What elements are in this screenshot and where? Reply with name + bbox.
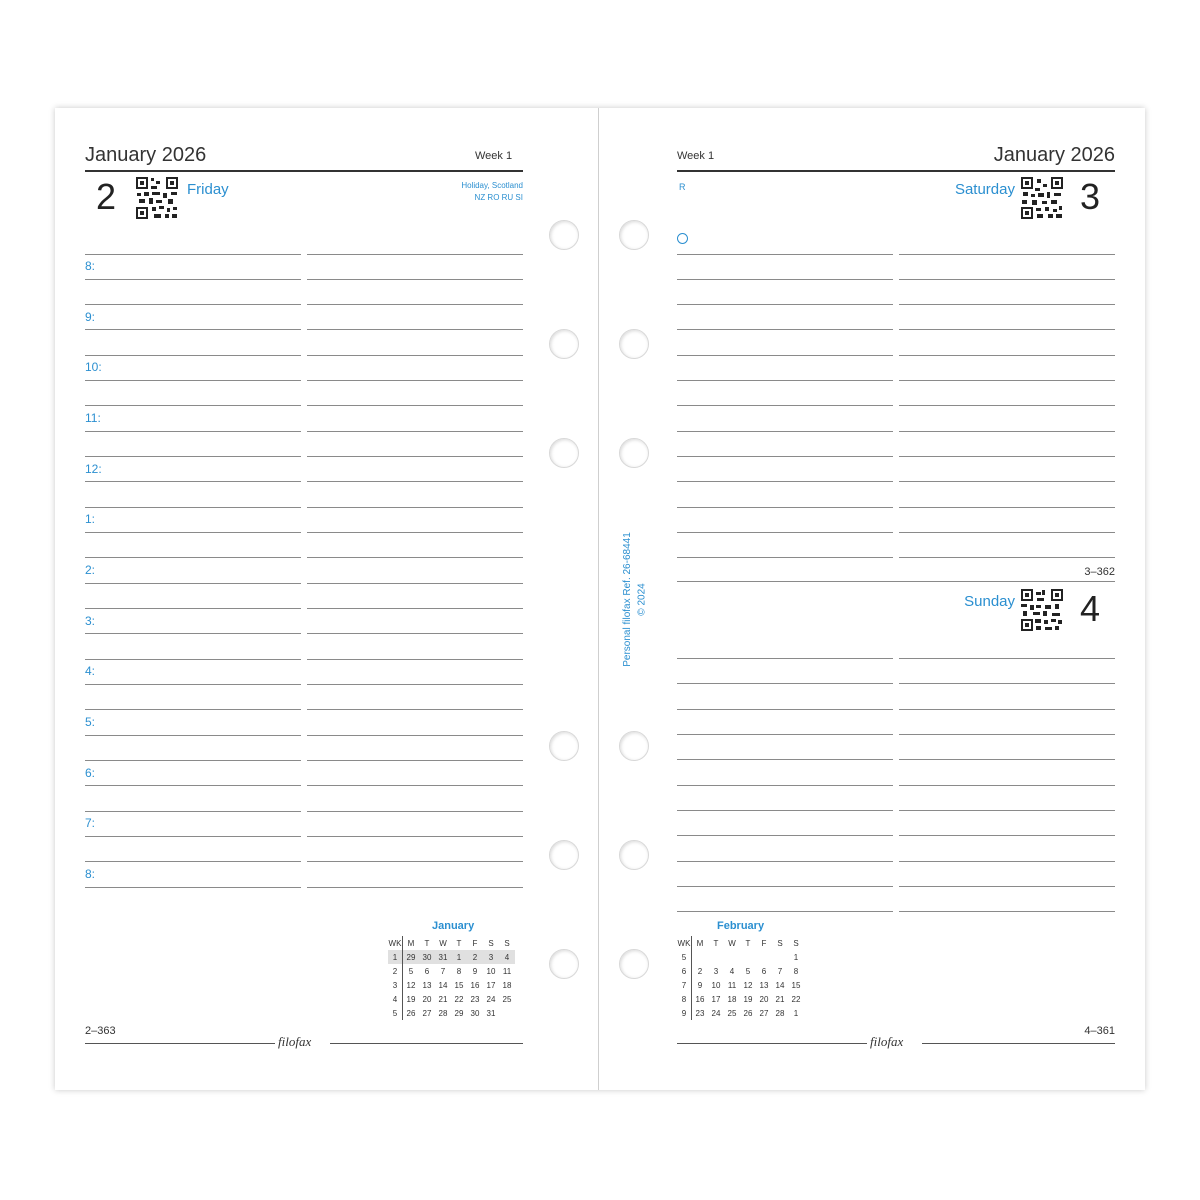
left-footer-rule-b (330, 1043, 523, 1044)
calendar-day: 30 (470, 1008, 480, 1018)
ruled-line (85, 304, 301, 305)
holiday-note: Holiday, Scotland (461, 181, 523, 190)
calendar-day: 29 (403, 950, 420, 964)
ruled-line (899, 405, 1115, 406)
calendar-day: 1 (793, 952, 799, 962)
ruled-line (677, 507, 893, 508)
calendar-header: F (472, 938, 478, 948)
calendar-header: S (777, 938, 783, 948)
ruled-line (307, 405, 523, 406)
ruled-line (85, 861, 301, 862)
ruled-line (307, 608, 523, 609)
punch-hole (619, 329, 649, 359)
calendar-header: T (745, 938, 751, 948)
calendar-day (772, 950, 788, 964)
calendar-day: 4 (499, 950, 515, 964)
calendar-header: M (696, 938, 704, 948)
hour-label: 2: (85, 563, 96, 578)
punch-hole (549, 329, 579, 359)
ruled-line (899, 456, 1115, 457)
calendar-day: 9 (472, 966, 478, 976)
ruled-line (899, 886, 1115, 887)
january-mini-calendar (388, 936, 515, 1020)
ruled-line (307, 329, 523, 330)
right-footer-rule-a (677, 1043, 867, 1044)
punch-hole (549, 840, 579, 870)
calendar-day: 24 (711, 1008, 721, 1018)
calendar-week-number: 8 (677, 992, 692, 1006)
sunday-day-name: Sunday (964, 593, 1015, 610)
hour-label: 12: (85, 461, 102, 476)
ruled-line (899, 734, 1115, 735)
right-page-code: 4–361 (1084, 1025, 1115, 1037)
calendar-week-number: 2 (388, 964, 403, 978)
left-page-code: 2–363 (85, 1025, 116, 1037)
calendar-day: 22 (454, 994, 464, 1004)
punch-hole (549, 438, 579, 468)
ruled-line (677, 329, 893, 330)
ruled-line (307, 254, 523, 255)
sunday-qr-code-icon (1020, 588, 1064, 632)
calendar-day (708, 950, 724, 964)
calendar-day: 19 (406, 994, 416, 1004)
calendar-header: WK (677, 936, 692, 950)
calendar-day: 17 (711, 994, 721, 1004)
calendar-day: 8 (456, 966, 462, 976)
ruled-line (307, 659, 523, 660)
ruled-line (677, 810, 893, 811)
ruled-line (899, 658, 1115, 659)
calendar-header: S (504, 938, 510, 948)
ruled-line (85, 785, 301, 786)
ruled-line (85, 735, 301, 736)
punch-hole (619, 840, 649, 870)
ruled-line (677, 658, 893, 659)
ruled-line (307, 684, 523, 685)
ruled-line (307, 709, 523, 710)
ruled-line (899, 557, 1115, 558)
calendar-day: 2 (467, 950, 483, 964)
sunday-day-number: 4 (1080, 588, 1101, 629)
calendar-day: 25 (727, 1008, 737, 1018)
hour-label: 8: (85, 259, 96, 273)
calendar-day: 15 (454, 980, 464, 990)
punch-hole (619, 438, 649, 468)
punch-hole (619, 949, 649, 979)
ruled-line (307, 456, 523, 457)
ruled-line (307, 557, 523, 558)
ruled-line (307, 785, 523, 786)
ruled-line (899, 431, 1115, 432)
calendar-day: 29 (454, 1008, 464, 1018)
ruled-line (85, 507, 301, 508)
ruled-line (85, 811, 301, 812)
holiday-countries: NZ RO RU SI (474, 193, 523, 202)
ruled-line (899, 507, 1115, 508)
calendar-day: 16 (695, 994, 705, 1004)
calendar-week-number: 7 (677, 978, 692, 992)
calendar-day: 31 (486, 1008, 496, 1018)
ruled-line (307, 279, 523, 280)
saturday-day-name: Saturday (954, 181, 1015, 198)
ruled-line (677, 405, 893, 406)
calendar-day: 3 (713, 966, 719, 976)
ruled-line (307, 887, 523, 888)
calendar-day: 12 (406, 980, 416, 990)
ruled-line (899, 279, 1115, 280)
calendar-day: 26 (406, 1008, 416, 1018)
ruled-line (85, 380, 301, 381)
ruled-line (899, 355, 1115, 356)
calendar-day (499, 1006, 515, 1020)
calendar-week-number: 5 (388, 1006, 403, 1020)
calendar-day: 16 (470, 980, 480, 990)
calendar-day (724, 950, 740, 964)
calendar-header: S (488, 938, 494, 948)
ruled-line (307, 304, 523, 305)
page-fold (598, 108, 599, 1090)
calendar-header: T (424, 938, 430, 948)
left-header-rule (85, 170, 523, 172)
calendar-day: 23 (695, 1008, 705, 1018)
calendar-week-number: 4 (388, 992, 403, 1006)
ruled-line (85, 431, 301, 432)
spine-copyright: © 2024 (636, 583, 648, 616)
hour-label: 10: (85, 360, 102, 375)
calendar-day: 28 (438, 1008, 448, 1018)
ruled-line (85, 709, 301, 710)
calendar-day: 11 (502, 966, 512, 976)
ruled-line (899, 911, 1115, 912)
calendar-header: T (713, 938, 719, 948)
ruled-line (677, 835, 893, 836)
friday-day-name: Friday (187, 181, 229, 198)
ruled-line (307, 633, 523, 634)
ruled-line (899, 759, 1115, 760)
calendar-day: 6 (424, 966, 430, 976)
calendar-week-number: 1 (388, 950, 403, 964)
calendar-header: F (761, 938, 767, 948)
calendar-day: 5 (408, 966, 414, 976)
friday-day-number: 2 (96, 176, 117, 217)
ruled-line (307, 760, 523, 761)
calendar-day: 7 (777, 966, 783, 976)
calendar-day: 13 (422, 980, 432, 990)
ruled-line (85, 887, 301, 888)
ruled-line (899, 329, 1115, 330)
ruled-line (677, 759, 893, 760)
ruled-line (899, 254, 1115, 255)
ruled-line (899, 380, 1115, 381)
calendar-day: 18 (727, 994, 737, 1004)
ruled-line (85, 608, 301, 609)
calendar-day: 23 (470, 994, 480, 1004)
calendar-day: 12 (743, 980, 753, 990)
february-mini-calendar-title: February (717, 920, 765, 932)
calendar-day: 22 (791, 994, 801, 1004)
ruled-line (677, 380, 893, 381)
ruled-line (85, 659, 301, 660)
calendar-day: 1 (793, 1008, 799, 1018)
ruled-line (677, 709, 893, 710)
ruled-line (85, 279, 301, 280)
ruled-line (677, 734, 893, 735)
ruled-line (677, 532, 893, 533)
ruled-line (85, 456, 301, 457)
calendar-day: 24 (486, 994, 496, 1004)
calendar-day: 8 (793, 966, 799, 976)
ruled-line (899, 532, 1115, 533)
calendar-header: S (793, 938, 799, 948)
calendar-day: 21 (438, 994, 448, 1004)
ruled-line (307, 583, 523, 584)
calendar-week-number: 9 (677, 1006, 692, 1020)
ruled-line (85, 583, 301, 584)
calendar-day: 27 (759, 1008, 769, 1018)
ruled-line (85, 684, 301, 685)
punch-hole (549, 949, 579, 979)
ruled-line (307, 380, 523, 381)
ruled-line (307, 735, 523, 736)
ruled-line (677, 304, 893, 305)
ruled-line (85, 557, 301, 558)
hour-label: 8: (85, 867, 96, 882)
ruled-line (85, 355, 301, 356)
ruled-line (85, 481, 301, 482)
calendar-day: 6 (761, 966, 767, 976)
calendar-day: 5 (745, 966, 751, 976)
calendar-week-number: 5 (677, 950, 692, 964)
ruled-line (677, 456, 893, 457)
calendar-day: 18 (502, 980, 512, 990)
ruled-line (85, 760, 301, 761)
spine-reference-text: Personal filofax Ref. 26-68441 (621, 532, 633, 667)
calendar-header: WK (388, 936, 403, 950)
hour-label: 7: (85, 816, 96, 831)
hour-label: 6: (85, 765, 96, 780)
calendar-day: 19 (743, 994, 753, 1004)
ruled-line (677, 431, 893, 432)
calendar-day: 31 (435, 950, 451, 964)
calendar-day: 20 (422, 994, 432, 1004)
saturday-qr-code-icon (1020, 176, 1064, 220)
calendar-header: W (439, 938, 447, 948)
ruled-line (85, 405, 301, 406)
hour-label: 4: (85, 664, 96, 679)
hour-label: 3: (85, 613, 96, 628)
calendar-day: 17 (486, 980, 496, 990)
calendar-day: 25 (502, 994, 512, 1004)
left-footer-rule-a (85, 1043, 275, 1044)
calendar-day: 28 (775, 1008, 785, 1018)
ruled-line (899, 683, 1115, 684)
calendar-day: 9 (697, 980, 703, 990)
hour-label: 5: (85, 715, 96, 730)
ruled-line (899, 835, 1115, 836)
ruled-line (307, 836, 523, 837)
right-footer-rule-b (922, 1043, 1115, 1044)
calendar-day: 21 (775, 994, 785, 1004)
punch-hole (619, 220, 649, 250)
punch-hole (549, 731, 579, 761)
calendar-week-number: 3 (388, 978, 403, 992)
calendar-day: 2 (697, 966, 703, 976)
ruled-line (677, 355, 893, 356)
calendar-header: T (456, 938, 462, 948)
ruled-line (677, 279, 893, 280)
ruled-line (899, 785, 1115, 786)
ruled-line (677, 861, 893, 862)
calendar-day: 13 (759, 980, 769, 990)
calendar-day: 7 (440, 966, 446, 976)
hour-label: 1: (85, 512, 96, 527)
right-week-label: Week 1 (677, 150, 715, 162)
calendar-day: 4 (729, 966, 735, 976)
calendar-day: 26 (743, 1008, 753, 1018)
friday-qr-code-icon (135, 176, 179, 220)
calendar-day (740, 950, 756, 964)
ruled-line (307, 355, 523, 356)
left-filofax-logo: filofax (278, 1034, 312, 1049)
calendar-header: M (407, 938, 415, 948)
ruled-line (85, 532, 301, 533)
calendar-day: 3 (483, 950, 499, 964)
calendar-day: 30 (419, 950, 435, 964)
ruled-line (307, 532, 523, 533)
calendar-day: 1 (451, 950, 467, 964)
calendar-day: 14 (775, 980, 785, 990)
february-mini-calendar (677, 936, 804, 1020)
ruled-line (677, 911, 893, 912)
ruled-line (85, 254, 301, 255)
ruled-line (85, 329, 301, 330)
ruled-line (307, 481, 523, 482)
calendar-header: W (728, 938, 736, 948)
calendar-day: 27 (422, 1008, 432, 1018)
ruled-line (899, 481, 1115, 482)
left-week-label: Week 1 (475, 150, 513, 162)
right-filofax-logo: filofax (870, 1034, 904, 1049)
left-month-year: January 2026 (85, 144, 207, 166)
calendar-day: 10 (711, 980, 721, 990)
section-divider (677, 581, 1115, 582)
calendar-day: 20 (759, 994, 769, 1004)
ruled-line (677, 785, 893, 786)
punch-hole (619, 731, 649, 761)
january-mini-calendar-title: January (432, 920, 475, 932)
calendar-day: 15 (791, 980, 801, 990)
ruled-line (307, 507, 523, 508)
ruled-line (677, 481, 893, 482)
calendar-day: 10 (486, 966, 496, 976)
right-header-rule (677, 170, 1115, 172)
ruled-line (899, 709, 1115, 710)
calendar-day (756, 950, 772, 964)
ruled-line (899, 861, 1115, 862)
saturday-day-number: 3 (1080, 176, 1101, 217)
ruled-line (677, 557, 893, 558)
small-mark: R (679, 182, 686, 192)
ruled-line (307, 861, 523, 862)
punch-hole (549, 220, 579, 250)
calendar-day: 14 (438, 980, 448, 990)
ruled-line (677, 254, 893, 255)
ruled-line (85, 836, 301, 837)
right-month-year: January 2026 (993, 144, 1115, 166)
calendar-week-number: 6 (677, 964, 692, 978)
ruled-line (307, 431, 523, 432)
hour-label: 11: (85, 411, 101, 425)
calendar-day: 11 (727, 980, 737, 990)
hour-label: 9: (85, 309, 96, 324)
calendar-day (692, 950, 709, 964)
mid-page-code: 3–362 (1084, 566, 1115, 578)
ruled-line (677, 886, 893, 887)
ruled-line (307, 811, 523, 812)
ruled-line (899, 810, 1115, 811)
ruled-line (85, 633, 301, 634)
ruled-line (899, 304, 1115, 305)
ruled-line (677, 683, 893, 684)
moon-phase-icon (677, 233, 688, 244)
